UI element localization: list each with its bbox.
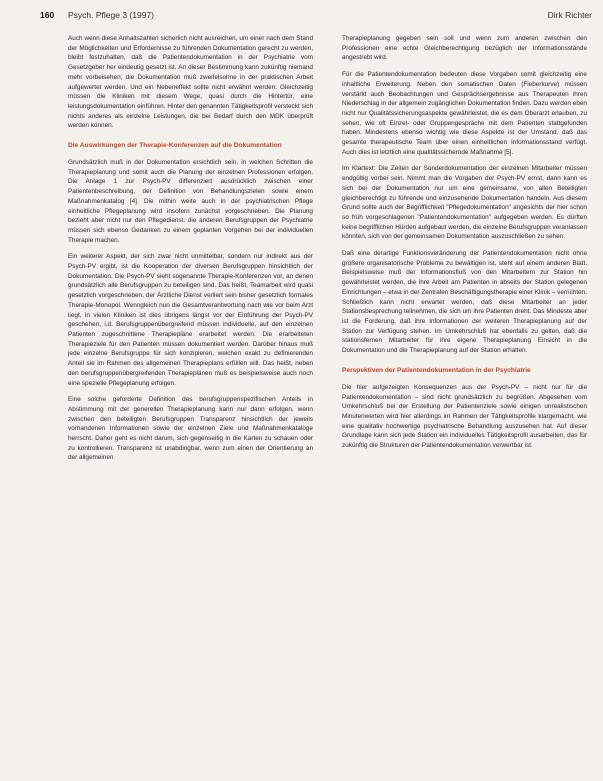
page-header bbox=[40, 8, 592, 22]
journal-reference: Psych. Pflege 3 (1997) bbox=[68, 10, 154, 20]
paragraph: Therapieplanung gegeben sein soll und wenn zum anderen zwischen den Professionen eine echte Gleichberechtigung bezüglich der Informationsstände angestrebt wird. bbox=[342, 35, 587, 62]
paragraph: Daß eine derartige Funktionsveränderung der Patientendokumentation nicht ohne größere organisatorische Probleme zu bewältigen ist, steht auf einem anderen Blatt. Beispielsweise muß der Informationsfluß von den Mitarbeitern zur Station hin gewährleistet werden, die ihre Arbeit am Patienten in abseits der Station gelegenen Einrichtungen – etwa in der Zentralen Beschäftigungstherapie einer Klinik – verrichten. Schließlich kann nicht erwartet werden, daß diese Mitarbeiter an jeder Stationsbesprechung teilnehmen, die sich um ihre Patienten dreht. Das Mindeste aber ist die Forderung, daß ihre Informationen der weiteren Therapieplanung auf der Station zur Verfügung stehen. Im Umkehrschluß hat ebenfalls zu gelten, daß die stationsfernen Mitarbeiter für ihre eigene Therapieplanung Einsicht in die Dokumentation und die Therapieplanung auf der Station erhalten. bbox=[342, 250, 587, 355]
author-name: Dirk Richter bbox=[547, 10, 592, 20]
paragraph: Für die Patientendokumentation bedeuten diese Vorgaben somit gleichzeitig eine inhaltliche Erweiterung. Neben den somatischen Daten (Fieberkurve) müssen verstärkt auch Beobachtungen und Gesprächsergebnisse aus Therapeuten ihren Niederschlag in der allgemein zugänglichen Dokumentation finden. Dazu werden eben nicht nur Qualitätssicherungsaspekte gewährleistet, die es dem Oberarzt erlauben, zu sehen, wie oft Einzel- oder Gruppengespräche mit dem Patienten stattgefunden haben. Mindestens ebenso wichtig wie diese Aspekte ist der Umstand, daß das gesamte therapeutische Team über einen einheitlichen Informationsstand verfügt. Auch dies ist letztlich eine qualitätssichernde Maßnahme [5]. bbox=[342, 71, 587, 156]
section-heading: Perspektiven der Patientendokumentation in der Psychiatrie bbox=[342, 366, 531, 374]
paragraph: Ein weiterer Aspekt, der sich zwar nicht unmittelbar, sondern nur indirekt aus der Psych-PV ergibt, ist die Kooperation der diversen Berufsgruppen hinsichtlich der Dokumentation. Die Psych-PV sieht sogenannte Therapie-Konferenzen vor, an denen grundsätzlich alle Berufsgruppen zu beteiligen sind. Das heißt, Teamarbeit wird quasi gesetzlich vorgeschrieben, der Ärztliche Dienst verliert sein bisher gesetzlich formales Therapie-Monopol. Wenngleich nun die Gesamtverantwortung nach wie vor beim Arzt liegt, in vielen Kliniken ist dies übrigens längst vor der Einführung der Psych-PV geschehen, i.d. Berufsgruppenübergreifend müssen individuelle, auf den einzelnen Patienten zugeschnittene Therapiepläne erarbeitet werden. Die erarbeiteten Therapieziele für den Patienten müssen dokumentiert werden. Darüber hinaus muß jede einzelne Berufsgruppe für sich konzipieren, welchen exakt zu definierenden Anteil sie im Rahmen des allgemeinen Therapieplans erfüllen will. Das heißt, neben den berufsgruppenübergreifenden Therapieplänen muß es beispielsweise auch noch eine spezielle Pflegeplanung erfolgen. bbox=[68, 253, 313, 387]
right-column bbox=[342, 34, 587, 774]
paragraph: Eine solche geforderte Definition des berufsgruppenspezifischen Anteils in Abstimmung mit der generellen Therapieplanung kann nur dann erfolgen, wenn zwischen den beteiligten Berufsgruppen Transparenz hinsichtlich der jeweils vorhandenen Informationen sowie der einzelnen Ziele und Maßnahmenkataloge herrscht. Daher geht es nicht darum, sich gegenseitig in die Karten zu schauen oder zu kontrollieren. Transparenz ist unabdingbar, wenn zum einen der Orientierung an der allgemeinen bbox=[68, 396, 313, 462]
left-column bbox=[68, 34, 313, 774]
paragraph: Im Klartext: Die Zeiten der Sonderdokumentation der einzelnen Mitarbeiter müssen endgültig vorbei sein. Nimmt man die Vorgaben der Psych-PV ernst, dann kann es sich bei der Dokumentation nur um eine gemeinsame, von allen Beteiligten gleichberechtigt zu führende und einzusehende Dokumentation handeln. Aus diesem Grund sollte auch der Begrifflichkeit "Pflegedokumentation" angesichts der hier schon so früh vorgeschlagenen "Patientendokumentation" aufgegeben werden. Es dürften keine begrifflichen Hürden aufgebaut werden, die einzelne Berufsgruppen veranlassen könnten, sich von der gemeinsamen Dokumentation auszuschließen zu sehen. bbox=[342, 165, 587, 241]
page-number: 160 bbox=[40, 10, 55, 20]
paragraph: Die hier aufgezeigten Konsequenzen aus der Psych-PV – nicht nur für die Patientendokumentation – sind nicht grundsätzlich zu begrüßen. Abgesehen vom Umkehrschluß bei der Erstellung der Patientenziele sowie einigen unrealistischen Minutenwerten wird hier allerdings im Rahmen der Tätigkeitsprofile klargemacht, wie eine qualitativ hochwertige psychiatrische Behandlung auszusehen hat. Auf dieser Grundlage kann sich jede Station ein individuelles Tätigkeitsprofil ausarbeiten, das für zukünftig die Strukturen der Patientendokumentation verwertbar ist. bbox=[342, 383, 587, 450]
section-heading: Die Auswirkungen der Therapie-Konferenzen auf die Dokumentation bbox=[68, 142, 282, 150]
paragraph: Auch wenn diese Anhaltszahlen sicherlich nicht ausreichen, um einer nach dem Stand der Möglichkeiten und Erfordernisse zu führenden Dokumentation gerecht zu werden, bleibt festzuhalten, daß die Patientendokumentation in der Psychiatrie vom Gesetzgeber her eindeutig gesetzt ist. An dieser Bestimmung kann zukünftig niemand mehr vorbeisehen; die Dokumentation muß zweifelsohne in der praktischen Arbeit aufgewertet werden. Und ein Nebeneffekt sollte nicht erwähnt werden: Gleichzeitig müssen die Kliniken mit diesem Wege, quasi durch die Hintertür, eine leistungsdokumentation einführen. Hinter den genannten Tätigkeitsprofil versteckt sich nichts anderes als einzelne Leistungen, die bei Bedarf durch den MDK überprüft werden können. bbox=[68, 35, 313, 130]
paragraph: Grundsätzlich muß in der Dokumentation ersichtlich sein, in welchen Schritten die Therapieplanung und somit auch die Planung der einzelnen Professionen erfolgen. Die Anlage 1 zur Psych-PV differenziert ausdrücklich zwischen einer Patientenbeschreibung, der Definition von Behandlungszielen sowie einem Maßnahmenkatalog [4]. Die mithin weite auch in der psychiatrischen Pflege einheitliche Pflegeplanung wird insofern zunächst vorgeschrieben. Die Planung bezieht aber nicht nur den Pflegedienst: die anderen Berufsgruppen der Psychiatrie müssen sich ebenso Gedanken zu einem geplanten Vorgehen bei der individuellen Therapie machen. bbox=[68, 159, 313, 244]
